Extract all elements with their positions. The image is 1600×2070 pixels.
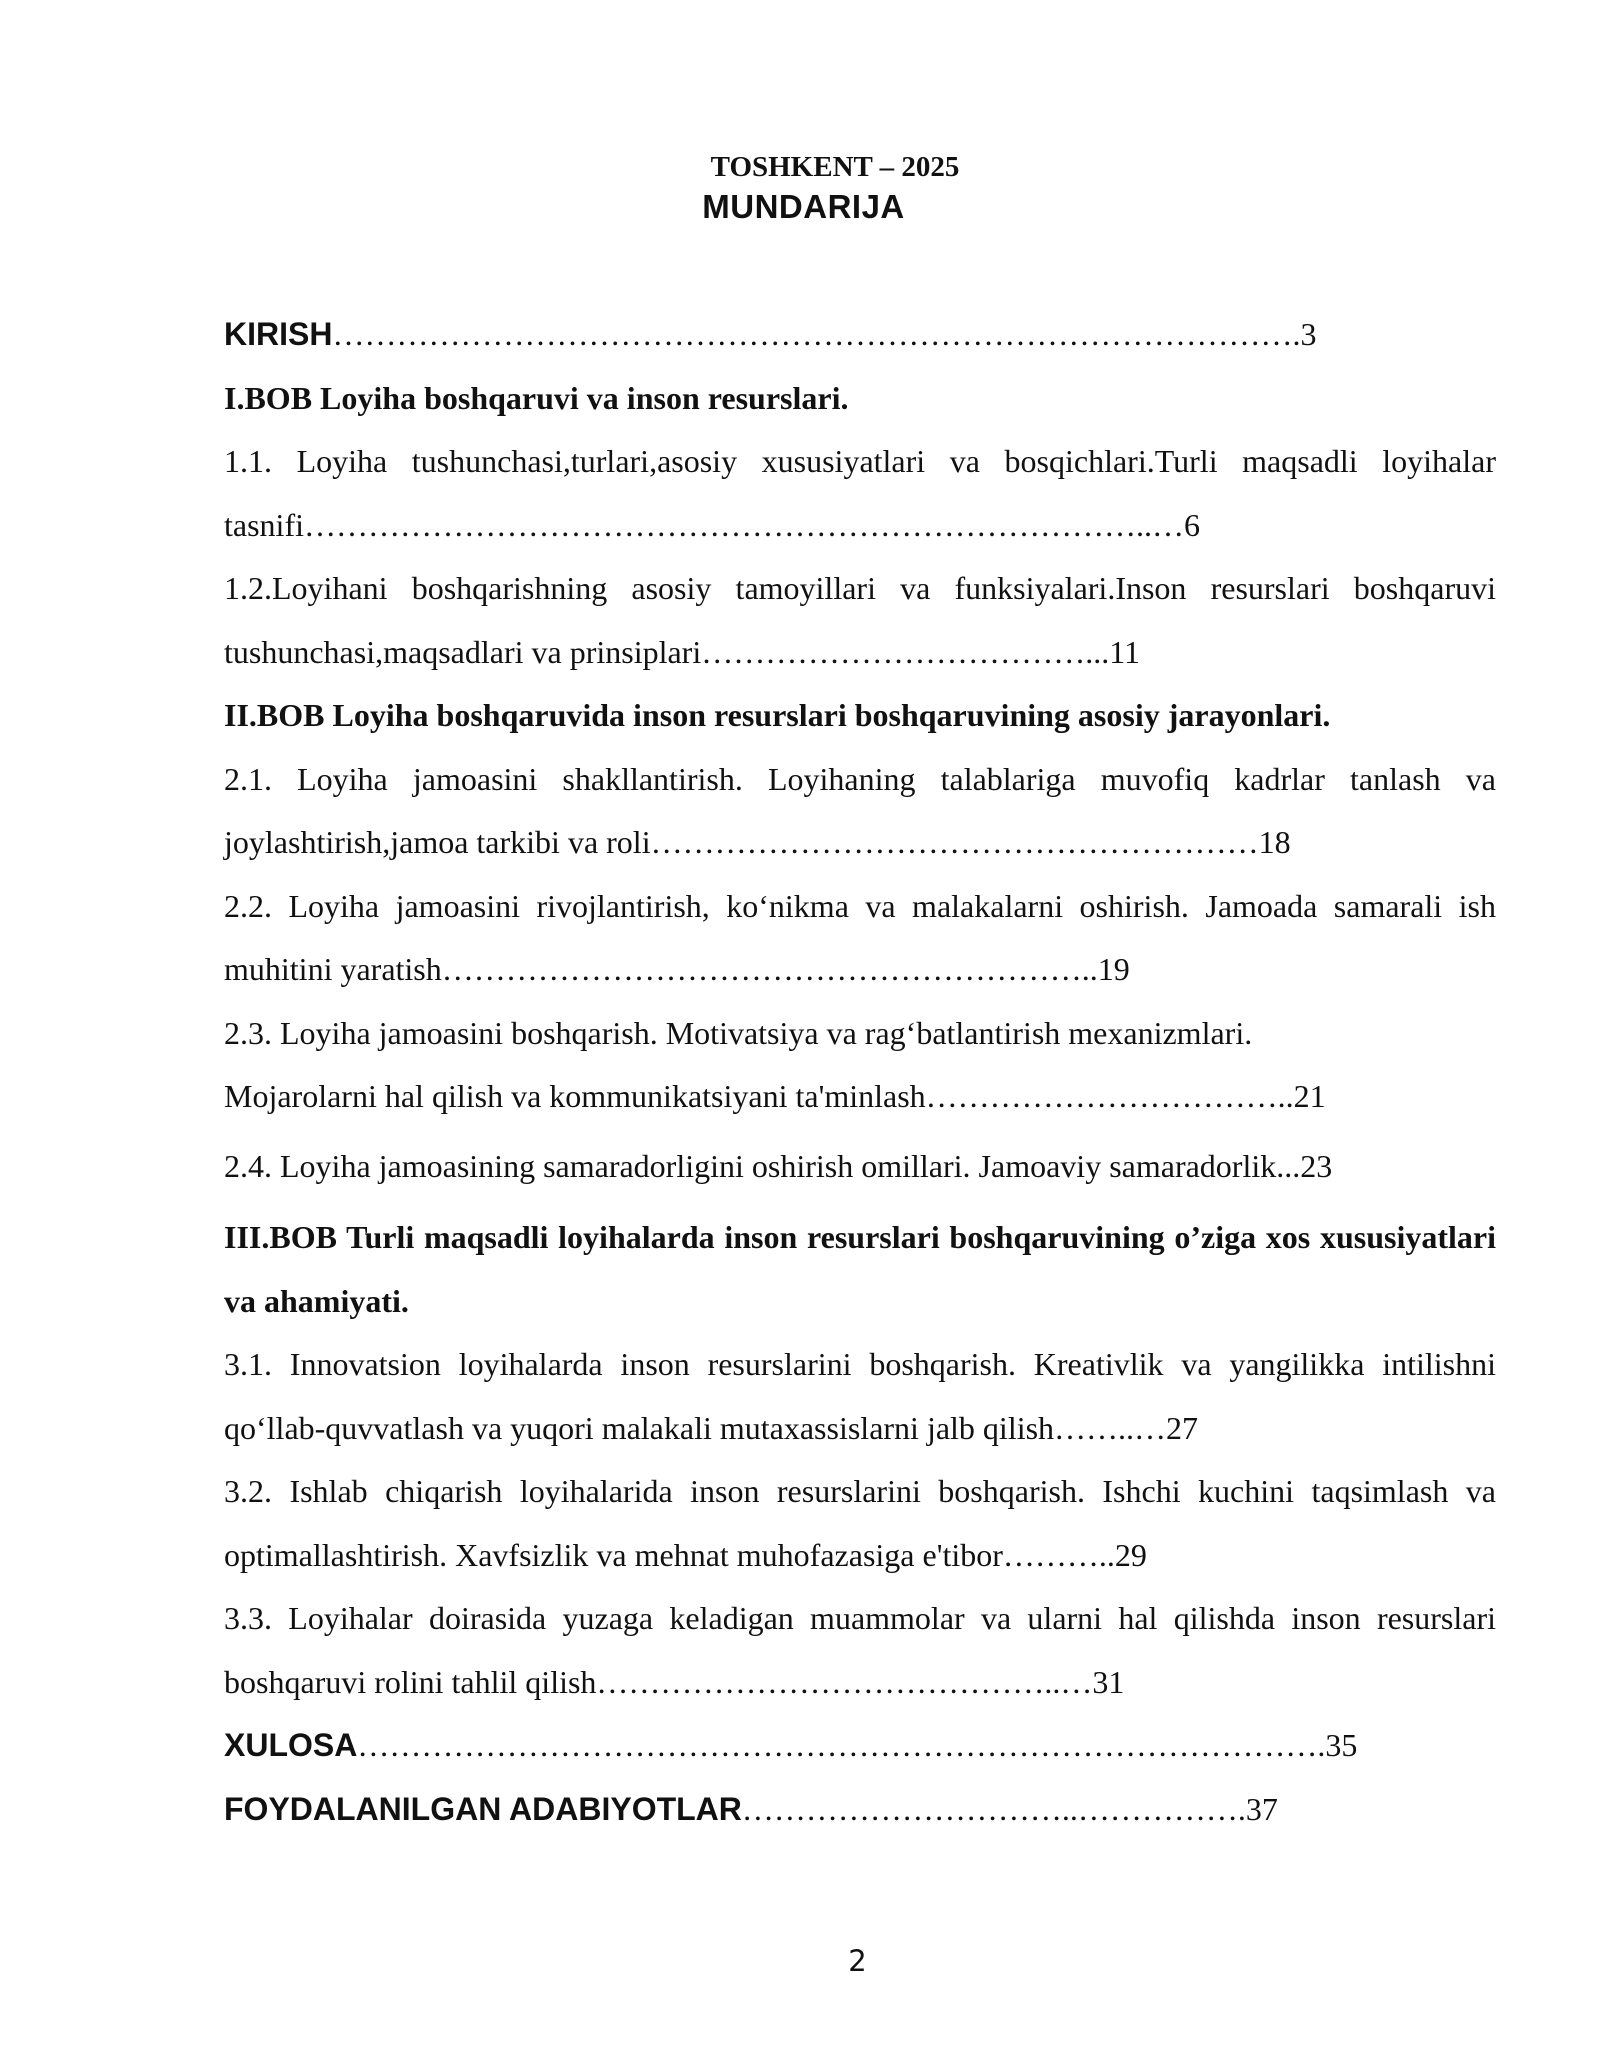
page-title: MUNDARIJA [702,188,905,225]
toc-entry-text: 1.1. Loyiha tushunchasi,turlari,asosiy xususiyatlari va bosqichlari.Turli maqsadli loyihalar tasnifi……………………………………………………………………..… [224,443,1496,543]
toc-entry-text: 2.2. Loyiha jamoasini rivojlantirish, ko‘nikma va malakalarni oshirish. Jamoada samarali ish muhitini yaratish…………………………………………………….. [224,887,1496,987]
toc-page-number: 3 [1300,316,1317,352]
toc-intro-label: KIRISH [224,316,333,352]
toc-entry-2-2[interactable] [224,875,1496,1002]
toc-entry-references[interactable] [224,1778,1496,1842]
toc-entry-text-line-1: 2.3. Loyiha jamoasini boshqarish. Motivatsiya va rag‘batlantirish mexanizmlari. [224,1014,1253,1051]
toc-entry-1-1[interactable] [224,430,1496,557]
toc-entry-text-line-2: Mojarolarni hal qilish va kommunikatsiyani ta'minlash…………………………….. [224,1078,1294,1114]
toc-page-number: 35 [1325,1727,1358,1763]
toc-entry-conclusion[interactable] [224,1714,1496,1778]
toc-page-number: 21 [1293,1078,1326,1114]
toc-page-number: 23 [1300,1147,1333,1184]
toc-page-number: 27 [1166,1409,1199,1446]
toc-leader: …………………………..……………. [741,1790,1246,1827]
toc-entry-text: 3.1. Innovatsion loyihalarda inson resurslarini boshqarish. Kreativlik va yangilikka intilishni qo‘llab-quvvatlash va yuqori malakali mutaxassislarni jalb qilish……..… [224,1346,1496,1446]
toc-chapter-2[interactable]: II.BOB Loyiha boshqaruvida inson resurslari boshqaruvining asosiy jarayonlari. [224,697,1331,733]
toc-entry-3-2[interactable] [224,1460,1496,1587]
toc-entry-3-1[interactable] [224,1333,1496,1460]
toc-page-number: 18 [1258,824,1291,860]
toc-entry-intro[interactable] [224,303,1496,367]
table-of-contents [224,303,1496,1841]
toc-page-number: 11 [1109,633,1141,670]
toc-entry-3-3[interactable] [224,1587,1496,1714]
toc-page-number: 29 [1114,1536,1147,1573]
toc-entry-text: 2.1. Loyiha jamoasini shakllantirish. Loyihaning talablariga muvofiq kadrlar tanlash va joylashtirish,jamoa tarkibi va roli………………………………………………… [224,760,1496,860]
toc-entry-2-4[interactable] [224,1135,1496,1199]
toc-conclusion-label: XULOSA [224,1727,358,1763]
toc-entry-text: 3.2. Ishlab chiqarish loyihalarida inson resurslarini boshqarish. Ishchi kuchini taqsimlash va optimallashtirish. Xavfsizlik va mehnat muhofazasiga e'tibor……….. [224,1473,1496,1573]
toc-page-number: 19 [1097,951,1130,987]
toc-entry-text: 1.2.Loyihani boshqarishning asosiy tamoyillari va funksiyalari.Inson resurslari boshqaruvi tushunchasi,maqsadlari va prinsiplari………………………………... [224,570,1496,670]
toc-entry-text: 3.3. Loyihalar doirasida yuzaga keladigan muammolar va ularni hal qilishda inson resurslari boshqaruvi rolini tahlil qilish……………………………………..… [224,1600,1496,1700]
toc-page-number: 31 [1092,1663,1125,1700]
toc-page-number: 37 [1245,1790,1278,1827]
toc-leader: ………………………………………………………………………………. [357,1727,1326,1763]
toc-entry-text: 2.4. Loyiha jamoasining samaradorligini oshirish omillari. Jamoaviy samaradorlik... [224,1147,1301,1184]
toc-page-number: 6 [1183,506,1200,543]
toc-entry-2-3[interactable] [224,1002,1496,1129]
city-year: TOSHKENT – 2025 [710,151,960,183]
toc-entry-1-2[interactable] [224,557,1496,684]
toc-entry-2-1[interactable] [224,748,1496,875]
toc-chapter-1[interactable]: I.BOB Loyiha boshqaruvi va inson resurslari. [224,379,849,416]
page-number: 2 [848,1944,867,1978]
toc-leader: ………………………………………………………………………………. [332,316,1301,352]
toc-chapter-3[interactable]: III.BOB Turli maqsadli loyihalarda inson resurslari boshqaruvining o’ziga xos xususiyatlari va ahamiyati. [224,1219,1496,1319]
toc-references-label: FOYDALANILGAN ADABIYOTLAR [224,1790,742,1827]
